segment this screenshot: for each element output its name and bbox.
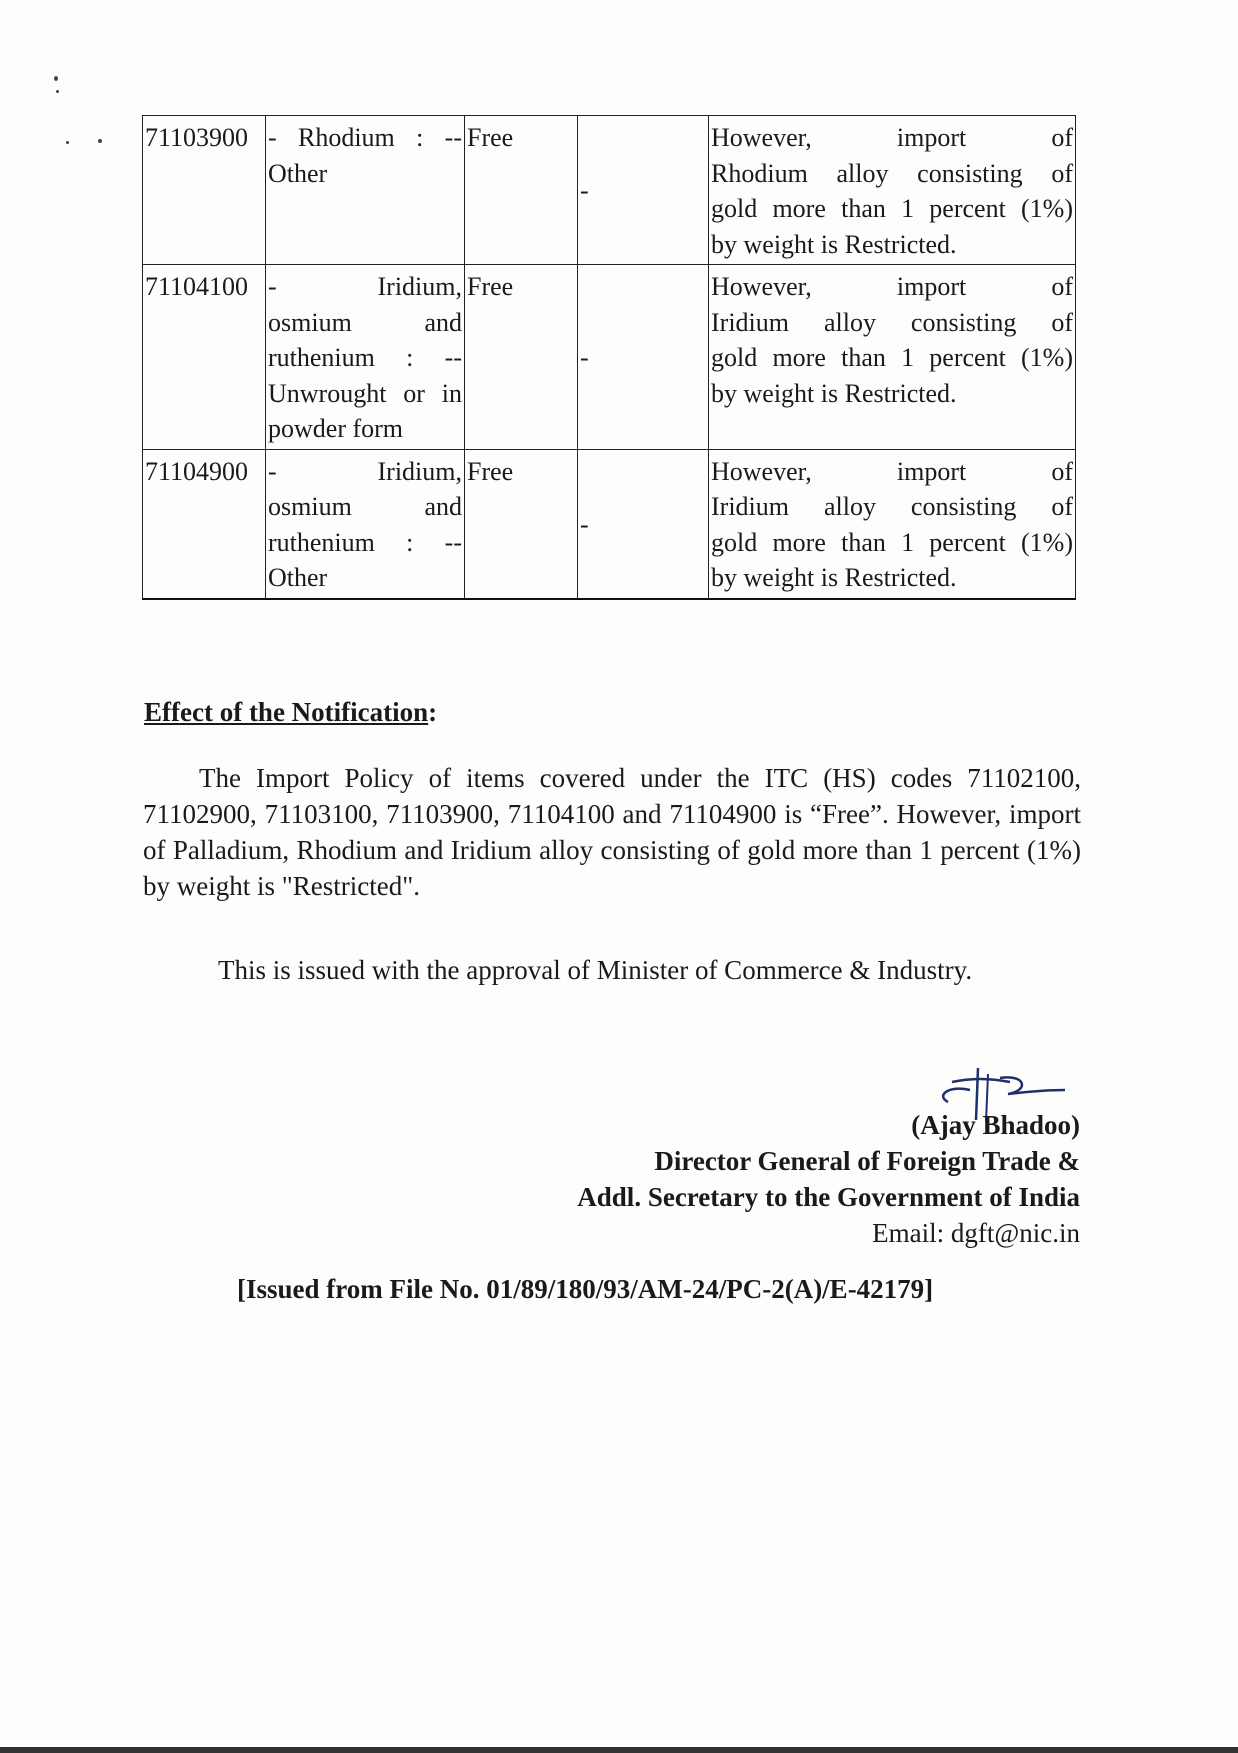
scan-speck	[66, 141, 69, 144]
policy-note	[709, 116, 1076, 265]
note-line: by weight is Restricted.	[711, 563, 957, 592]
itc-hs-code: 71103900	[143, 116, 266, 265]
policy-note	[709, 449, 1076, 599]
approval-statement: This is issued with the approval of Minister of Commerce & Industry.	[218, 955, 973, 985]
description-line: - Rhodium : --	[268, 123, 462, 152]
import-policy: Free	[465, 449, 578, 599]
table-row	[143, 265, 1076, 450]
itc-hs-code: 71104100	[143, 265, 266, 450]
signatory-block	[577, 1107, 1080, 1251]
note-line: Iridium alloy consisting of	[711, 307, 1073, 337]
policy-condition	[578, 449, 709, 599]
item-description	[266, 116, 465, 265]
effect-paragraph: The Import Policy of items covered under the ITC (HS) codes 71102100, 71102900, 71103100, 71103900, 71104100 and 71104900 is “Free”. However, import of Palladium, Rhodium and Iridium alloy consisting of gold more than 1 percent (1%) by weight is "Restricted".	[143, 763, 1081, 901]
effect-heading-text: Effect of the Notification	[144, 697, 429, 727]
description-line: Other	[268, 563, 328, 592]
import-policy: Free	[465, 265, 578, 450]
table-row	[143, 449, 1076, 599]
description-line: Unwrought or in	[268, 378, 462, 408]
import-policy: Free	[465, 116, 578, 265]
signatory-email: Email: dgft@nic.in	[872, 1218, 1080, 1248]
description-line: osmium and	[268, 307, 462, 337]
signatory-title: Director General of Foreign Trade &	[654, 1146, 1080, 1176]
policy-note	[709, 265, 1076, 450]
note-line: However, import of	[711, 123, 1073, 152]
note-line: However, import of	[711, 272, 1073, 301]
note-line: by weight is Restricted.	[711, 378, 957, 408]
description-line: ruthenium : --	[268, 343, 462, 372]
condition-value: -	[580, 176, 589, 206]
import-policy-table	[142, 115, 1076, 600]
item-description	[266, 449, 465, 599]
policy-condition	[578, 265, 709, 450]
condition-value: -	[580, 509, 589, 539]
description-line: - Iridium,	[268, 456, 462, 486]
description-line: - Iridium,	[268, 272, 462, 301]
description-line: ruthenium : --	[268, 527, 462, 557]
scan-speck	[54, 76, 58, 81]
note-line: gold more than 1 percent (1%)	[711, 194, 1073, 223]
effect-heading-suffix: :	[428, 697, 438, 727]
policy-condition	[578, 116, 709, 265]
file-reference: [Issued from File No. 01/89/180/93/AM-24/PC-2(A)/E-42179]	[237, 1274, 934, 1304]
scan-speck	[98, 139, 102, 143]
description-line: osmium and	[268, 492, 462, 521]
effect-heading	[144, 697, 437, 728]
signatory-title: Addl. Secretary to the Government of India	[577, 1182, 1080, 1212]
note-line: gold more than 1 percent (1%)	[711, 527, 1073, 557]
note-line: Iridium alloy consisting of	[711, 492, 1073, 521]
note-line: gold more than 1 percent (1%)	[711, 343, 1073, 372]
signatory-name: (Ajay Bhadoo)	[911, 1110, 1080, 1140]
note-line: by weight is Restricted.	[711, 229, 957, 259]
note-line: However, import of	[711, 456, 1073, 486]
scan-edge	[0, 1747, 1238, 1753]
description-line: Other	[268, 158, 328, 188]
item-description	[266, 265, 465, 450]
note-line: Rhodium alloy consisting of	[711, 158, 1073, 188]
itc-hs-code: 71104900	[143, 449, 266, 599]
table-row	[143, 116, 1076, 265]
description-line: powder form	[268, 414, 404, 443]
scan-speck	[56, 90, 59, 93]
condition-value: -	[580, 343, 589, 372]
